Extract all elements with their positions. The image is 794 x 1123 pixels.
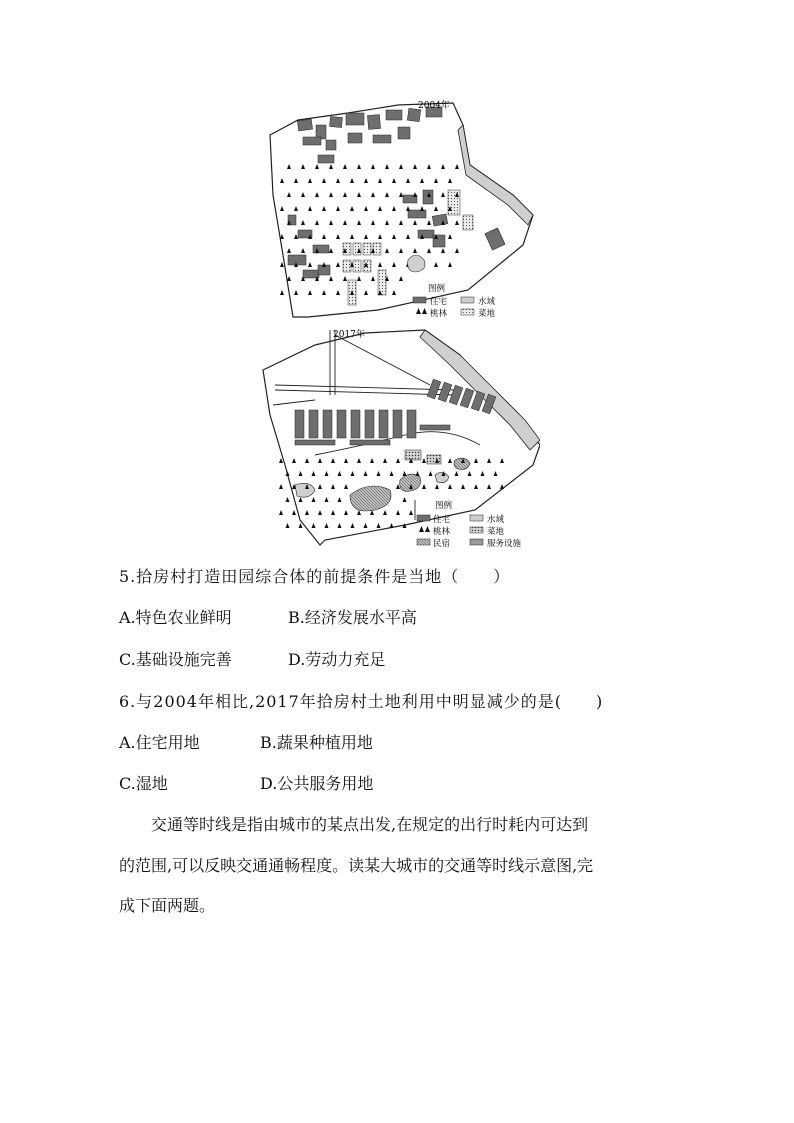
map-block <box>295 410 304 438</box>
map-block <box>295 440 335 445</box>
map-block <box>343 260 351 272</box>
land-use-map-2017 <box>255 325 540 550</box>
legend-title: 图例 <box>428 284 446 294</box>
map-block <box>351 410 360 438</box>
map-block <box>378 270 386 295</box>
map-block <box>303 270 319 278</box>
map-block <box>407 410 416 438</box>
map-block <box>418 230 434 238</box>
map-block <box>433 235 445 247</box>
legend-vegetable: 菜地 <box>487 527 505 537</box>
map-year-2017: 2017年 <box>333 330 365 340</box>
tree-icon <box>279 510 283 515</box>
question-6-option-d: D.公共服务用地 <box>260 774 374 793</box>
map-block <box>343 243 351 255</box>
map-block <box>309 410 318 438</box>
map-block <box>398 127 410 139</box>
map-block <box>303 137 321 145</box>
legend-vegetable: 菜地 <box>478 309 496 319</box>
tree-icon <box>299 523 303 528</box>
map-block <box>463 215 473 230</box>
legend-service: 服务设施 <box>487 539 522 549</box>
question-5-option-b: B.经济发展水平高 <box>288 608 417 627</box>
map-block <box>297 119 312 131</box>
question-5-option-d: D.劳动力充足 <box>288 650 386 669</box>
legend-tree-icon <box>419 526 430 532</box>
legend-residential: 住宅 <box>430 297 448 307</box>
map-block <box>313 245 329 253</box>
legend-homestay: 民宿 <box>433 539 451 549</box>
map-block <box>337 410 346 438</box>
tree-icon <box>279 458 283 463</box>
question-5-option-a: A.特色农业鲜明 <box>119 608 232 627</box>
map-block <box>365 410 374 438</box>
map-block <box>318 155 334 163</box>
map-block <box>373 243 381 255</box>
map-block <box>386 110 402 120</box>
map-block <box>346 113 364 125</box>
map-block <box>420 425 450 430</box>
legend-residential: 住宅 <box>433 515 451 525</box>
map-block <box>367 115 380 130</box>
legend-tree-icon <box>416 308 427 314</box>
map-block <box>448 190 460 215</box>
legend-peach-forest: 桃林 <box>433 527 451 537</box>
map-block <box>288 255 306 265</box>
passage-paragraph <box>119 805 679 927</box>
map-block <box>379 410 388 438</box>
map-block <box>350 440 390 445</box>
legend-water: 水域 <box>478 297 496 307</box>
land-use-map-2004 <box>258 95 538 330</box>
map-block <box>330 116 343 127</box>
passage-line: 交通等时线是指由城市的某点出发,在规定的出行时耗内可达到 <box>119 815 589 834</box>
map-block <box>353 260 361 272</box>
question-6-option-c: C.湿地 <box>119 774 168 793</box>
passage-line: 的范围,可以反映交通通畅程度。读某大城市的交通等时线示意图,完 <box>119 855 594 875</box>
tree-icon <box>292 510 296 515</box>
tree-icon <box>280 262 284 267</box>
tree-icon <box>286 523 290 528</box>
legend-title: 图例 <box>435 501 453 511</box>
map-block <box>363 243 371 255</box>
map-block <box>353 243 361 255</box>
passage-line: 成下面两题。 <box>119 896 216 915</box>
legend-water: 水域 <box>487 515 505 525</box>
tree-icon <box>280 290 284 295</box>
map-block <box>326 140 336 150</box>
tree-icon <box>279 484 283 489</box>
question-6-option-a: A.住宅用地 <box>119 733 200 752</box>
map-block <box>348 133 362 143</box>
question-5-stem: 5.拾房村打造田园综合体的前提条件是当地（ ） <box>119 567 511 586</box>
map-block <box>432 214 448 226</box>
map-block <box>373 135 391 143</box>
question-5-option-c: C.基础设施完善 <box>119 650 232 669</box>
map-block <box>393 410 402 438</box>
map-year-2004: 2004年 <box>418 101 450 111</box>
legend-peach-forest: 桃林 <box>430 309 448 319</box>
tree-icon <box>286 497 290 502</box>
map-block <box>323 410 332 438</box>
question-6-stem: 6.与2004年相比,2017年拾房村土地利用中明显减少的是( ) <box>119 692 604 711</box>
question-6-option-b: B.蔬果种植用地 <box>260 733 373 752</box>
map-block <box>408 210 426 218</box>
